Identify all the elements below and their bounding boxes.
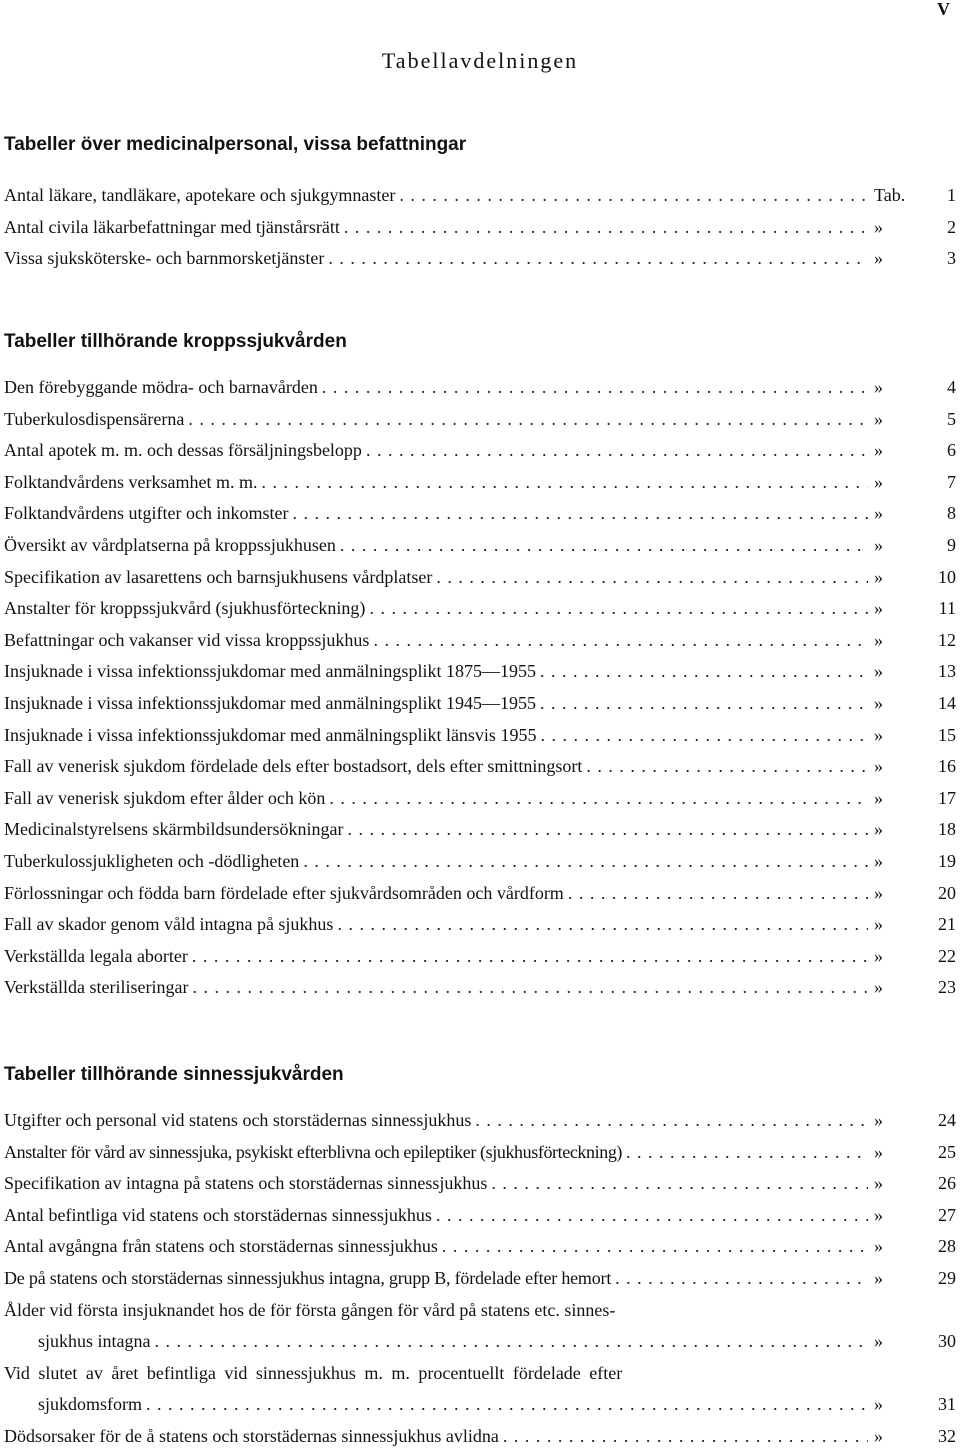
table-number: 25 (938, 1141, 956, 1162)
toc-entry (0, 656, 960, 688)
table-reference (874, 1200, 956, 1232)
table-number: 21 (938, 914, 956, 935)
table-number: 4 (947, 377, 956, 397)
table-number: 19 (938, 850, 956, 871)
table-reference (874, 625, 956, 657)
table-number: 27 (938, 1204, 956, 1225)
ref-prefix: » (874, 440, 883, 461)
table-reference (874, 212, 956, 244)
table-reference (874, 404, 956, 436)
toc-entry (0, 243, 960, 275)
entry-title: De på statens och storstädernas sinnessjukhus intagna, grupp B, fördelade efter hemort (4, 1267, 612, 1288)
table-number: 30 (938, 1331, 956, 1352)
table-reference (874, 498, 956, 530)
ref-prefix: » (874, 1110, 883, 1130)
dot-leader (626, 1137, 868, 1169)
toc-entry (0, 372, 960, 404)
dot-leader (303, 846, 868, 878)
toc-entry (0, 498, 960, 530)
toc-entry (0, 1168, 960, 1200)
dot-leader (192, 972, 868, 1004)
dot-leader (337, 909, 868, 941)
toc-entry (0, 909, 960, 941)
entry-title: Tuberkulossjukligheten och -dödligheten (4, 850, 300, 871)
table-reference (874, 530, 956, 562)
toc-entry (0, 941, 960, 973)
table-reference (874, 243, 956, 275)
entry-title: Verkställda steriliseringar (4, 977, 189, 998)
table-reference (874, 1326, 956, 1358)
toc-entry (0, 1231, 960, 1263)
ref-prefix: » (874, 850, 883, 871)
dot-leader (503, 1421, 868, 1453)
dot-leader (442, 1231, 868, 1263)
table-reference (874, 1231, 956, 1263)
table-number: 3 (947, 248, 956, 269)
toc-entry (0, 688, 960, 720)
entry-title: Förlossningar och födda barn fördelade efter sjukvårdsområden och vårdform (4, 882, 564, 903)
entry-title: Fall av venerisk sjukdom efter ålder och kön (4, 787, 326, 808)
dot-leader (261, 467, 868, 499)
table-number: 14 (938, 692, 956, 713)
section-psychiatric-care (0, 1063, 960, 1453)
entry-title: Folktandvårdens utgifter och inkomster (4, 503, 289, 524)
entry-title: Den förebyggande mödra- och barnavården (4, 377, 318, 397)
section-medical-personnel (0, 133, 960, 275)
ref-prefix: » (874, 1425, 883, 1446)
ref-prefix: » (874, 724, 883, 745)
dot-leader (369, 593, 868, 625)
ref-prefix: » (874, 819, 883, 840)
ref-prefix: » (874, 1267, 883, 1288)
table-reference (874, 783, 956, 815)
table-number: 24 (938, 1110, 956, 1130)
table-number: 20 (938, 882, 956, 903)
ref-prefix: » (874, 248, 883, 269)
toc-list (0, 180, 960, 275)
entry-title-continued: sjukdomsform (38, 1394, 143, 1415)
table-number: 8 (947, 503, 956, 524)
table-number: 31 (938, 1394, 956, 1415)
entry-title: Dödsorsaker för de å statens och storstädernas sinnessjukhus avlidna (4, 1425, 499, 1446)
toc-entry (0, 1105, 960, 1137)
entry-title: Folktandvårdens verksamhet m. m. (4, 471, 258, 492)
entry-title: Specifikation av lasarettens och barnsjukhusens vårdplatser (4, 566, 433, 587)
table-number: 5 (947, 408, 956, 429)
table-number: 32 (938, 1425, 956, 1446)
entry-title: Verkställda legala aborter (4, 945, 188, 966)
table-reference (874, 688, 956, 720)
entry-title-continued: sjukhus intagna (38, 1331, 151, 1352)
entry-title: Insjuknade i vissa infektionssjukdomar med anmälningsplikt 1875—1955 (4, 661, 536, 682)
ref-prefix: » (874, 756, 883, 777)
toc-entry (0, 783, 960, 815)
toc-entry (0, 180, 960, 212)
table-number: 18 (938, 819, 956, 840)
ref-prefix: » (874, 1331, 883, 1352)
entry-title: Vid slutet av året befintliga vid sinnessjukhus m. m. procentuellt fördelade efter (4, 1362, 623, 1383)
toc-entry (0, 467, 960, 499)
table-number: 10 (938, 566, 956, 587)
section-heading: Tabeller över medicinalpersonal, vissa befattningar (4, 134, 467, 155)
table-reference (874, 1263, 956, 1295)
toc-entry (0, 1137, 960, 1169)
entry-title: Antal avgångna från statens och storstädernas sinnessjukhus (4, 1236, 438, 1257)
entry-title: Insjuknade i vissa infektionssjukdomar med anmälningsplikt 1945—1955 (4, 692, 536, 713)
ref-prefix: » (874, 787, 883, 808)
table-reference (874, 656, 956, 688)
dot-leader (586, 751, 868, 783)
dot-leader (540, 656, 868, 688)
table-reference (874, 435, 956, 467)
dot-leader (491, 1168, 868, 1200)
ref-prefix: » (874, 534, 883, 555)
dot-leader (366, 435, 868, 467)
dot-leader (344, 212, 868, 244)
table-reference (874, 467, 956, 499)
dot-leader (540, 688, 868, 720)
ref-prefix: » (874, 408, 883, 429)
dot-leader (146, 1389, 868, 1421)
table-reference (874, 972, 956, 1004)
table-reference (874, 1389, 956, 1421)
toc-entry (0, 1295, 960, 1358)
table-reference (874, 720, 956, 752)
toc-entry (0, 814, 960, 846)
section-heading: Tabeller tillhörande sinnessjukvården (4, 1064, 344, 1085)
ref-prefix: » (874, 1173, 883, 1194)
dot-leader (329, 783, 868, 815)
dot-leader (340, 530, 868, 562)
page-title: Tabellavdelningen (381, 48, 579, 73)
entry-title: Antal civila läkarbefattningar med tjänstårsrätt (4, 216, 340, 237)
table-number: 6 (947, 440, 956, 461)
table-reference (874, 909, 956, 941)
toc-entry (0, 972, 960, 1004)
table-reference (874, 593, 956, 625)
ref-prefix: » (874, 882, 883, 903)
table-number: 7 (947, 471, 956, 492)
entry-title: Antal befintliga vid statens och storstädernas sinnessjukhus (4, 1204, 432, 1225)
dot-leader (436, 1200, 868, 1232)
toc-entry (0, 1358, 960, 1421)
table-reference (874, 941, 956, 973)
table-number: 28 (938, 1236, 956, 1257)
table-reference (874, 1105, 956, 1137)
dot-leader (540, 720, 868, 752)
table-reference (874, 846, 956, 878)
toc-entry (0, 751, 960, 783)
ref-prefix: » (874, 377, 883, 397)
ref-prefix: » (874, 661, 883, 682)
section-heading: Tabeller tillhörande kroppssjukvården (4, 331, 347, 352)
dot-leader (568, 878, 868, 910)
toc-entry (0, 562, 960, 594)
entry-title: Medicinalstyrelsens skärmbildsundersökningar (4, 819, 344, 840)
ref-prefix: » (874, 945, 883, 966)
entry-title: Ålder vid första insjuknandet hos de för första gången för vård på statens etc. sinnes- (4, 1299, 616, 1320)
table-reference (874, 814, 956, 846)
ref-prefix: » (874, 471, 883, 492)
table-number: 17 (938, 787, 956, 808)
table-reference (874, 180, 956, 212)
table-number: 12 (938, 629, 956, 650)
dot-leader (292, 498, 868, 530)
ref-prefix: » (874, 1141, 883, 1162)
entry-title: Antal apotek m. m. och dessas försäljningsbelopp (4, 440, 362, 461)
ref-prefix: » (874, 1394, 883, 1415)
toc-entry (0, 593, 960, 625)
entry-title: Vissa sjuksköterske- och barnmorsketjänster (4, 248, 325, 269)
table-reference (874, 751, 956, 783)
table-reference (874, 562, 956, 594)
table-reference (874, 1421, 956, 1453)
entry-title: Anstalter för vård av sinnessjuka, psykiskt efterblivna och epileptiker (sjukhusförteckning) (4, 1141, 623, 1162)
table-number: 15 (938, 724, 956, 745)
table-number: 1 (947, 185, 956, 205)
table-number: 23 (938, 977, 956, 998)
toc-entry (0, 625, 960, 657)
entry-title: Tuberkulosdispensärerna (4, 408, 185, 429)
toc-list (0, 1105, 960, 1453)
ref-prefix: Tab. (874, 185, 906, 205)
dot-leader (328, 243, 868, 275)
entry-title: Antal läkare, tandläkare, apotekare och sjukgymnaster (4, 185, 396, 205)
table-reference (874, 372, 956, 404)
dot-leader (322, 372, 868, 404)
entry-title: Insjuknade i vissa infektionssjukdomar med anmälningsplikt länsvis 1955 (4, 724, 537, 745)
entry-title: Översikt av vårdplatserna på kroppssjukhusen (4, 534, 336, 555)
ref-prefix: » (874, 1236, 883, 1257)
dot-leader (399, 180, 868, 212)
toc-entry (0, 530, 960, 562)
toc-entry (0, 1421, 960, 1453)
page-number: V (937, 0, 950, 19)
toc-entry (0, 212, 960, 244)
ref-prefix: » (874, 977, 883, 998)
ref-prefix: » (874, 1204, 883, 1225)
section-somatic-care (0, 330, 960, 1004)
entry-title: Specifikation av intagna på statens och storstädernas sinnessjukhus (4, 1173, 488, 1194)
toc-entry (0, 846, 960, 878)
entry-title: Fall av skador genom våld intagna på sjukhus (4, 914, 334, 935)
toc-entry (0, 404, 960, 436)
table-number: 26 (938, 1173, 956, 1194)
toc-entry (0, 720, 960, 752)
entry-title: Befattningar och vakanser vid vissa kroppssjukhus (4, 629, 370, 650)
entry-title: Anstalter för kroppssjukvård (sjukhusförteckning) (4, 598, 366, 619)
ref-prefix: » (874, 598, 883, 619)
table-number: 22 (938, 945, 956, 966)
ref-prefix: » (874, 566, 883, 587)
ref-prefix: » (874, 503, 883, 524)
toc-entry (0, 1263, 960, 1295)
table-number: 29 (938, 1267, 956, 1288)
dot-leader (615, 1263, 868, 1295)
table-number: 2 (947, 216, 956, 237)
dot-leader (155, 1326, 869, 1358)
dot-leader (373, 625, 868, 657)
table-reference (874, 1137, 956, 1169)
ref-prefix: » (874, 914, 883, 935)
table-number: 9 (947, 534, 956, 555)
ref-prefix: » (874, 629, 883, 650)
entry-title: Fall av venerisk sjukdom fördelade dels efter bostadsort, dels efter smittningsort (4, 756, 583, 777)
dot-leader (192, 941, 868, 973)
toc-list (0, 372, 960, 1004)
table-reference (874, 1168, 956, 1200)
toc-entry (0, 1200, 960, 1232)
dot-leader (475, 1105, 868, 1137)
dot-leader (347, 814, 868, 846)
entry-title: Utgifter och personal vid statens och storstädernas sinnessjukhus (4, 1110, 472, 1130)
toc-entry (0, 435, 960, 467)
ref-prefix: » (874, 692, 883, 713)
table-number: 11 (938, 598, 956, 619)
dot-leader (188, 404, 868, 436)
dot-leader (436, 562, 868, 594)
table-number: 13 (938, 661, 956, 682)
table-number: 16 (938, 756, 956, 777)
table-reference (874, 878, 956, 910)
ref-prefix: » (874, 216, 883, 237)
toc-entry (0, 878, 960, 910)
